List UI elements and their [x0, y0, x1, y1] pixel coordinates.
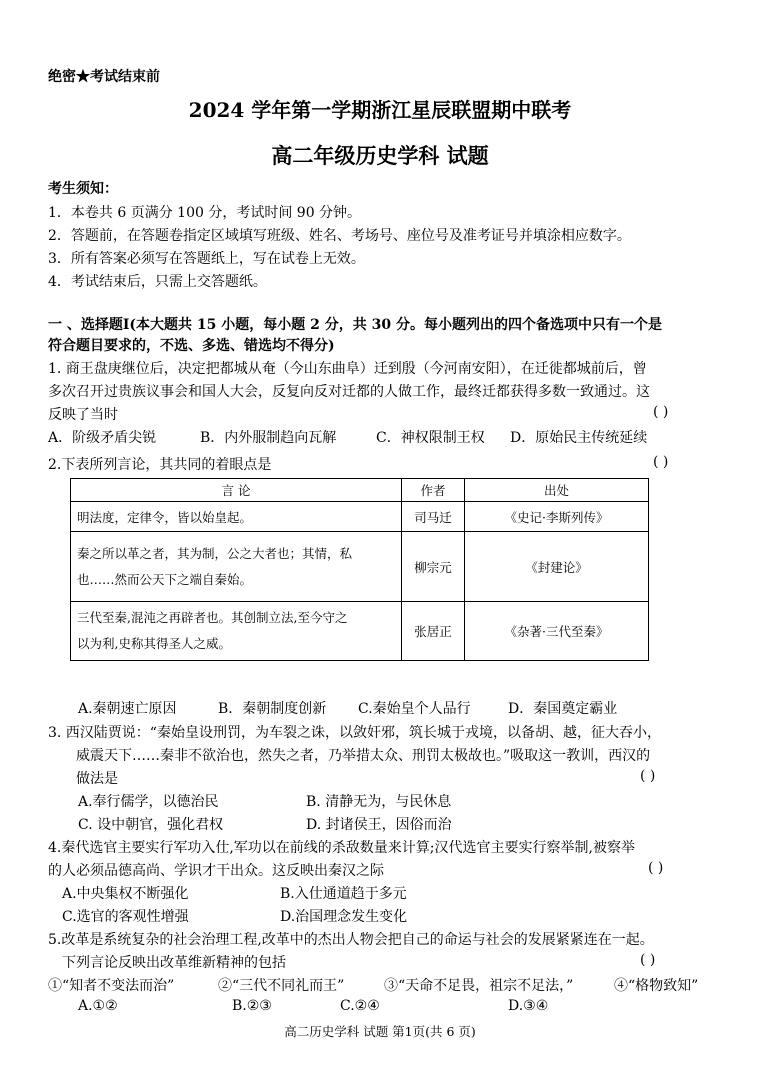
table-header-row	[71, 479, 649, 502]
speech-text: 三代至秦,混沌之再辟者也。其创制立法,至今守之	[77, 610, 348, 625]
notice-item: 1．本卷共 6 页满分 100 分，考试时间 90 分钟。	[48, 205, 362, 221]
q4-option-d: D.治国理念发生变化	[280, 909, 408, 925]
q4-option-c: C.选官的客观性增强	[62, 909, 189, 925]
exam-subtitle: 高二年级历史学科 试题	[271, 143, 489, 168]
q5-option-b: B.②③	[232, 998, 272, 1014]
q5-stem-line1: 5.改革是系统复杂的社会治理工程,改革中的杰出人物会把自己的命运与社会的发展紧紧连在一起。	[48, 932, 654, 948]
q5-answer-bracket: ( )	[640, 952, 656, 968]
q3-option-c: C. 设中朝官，强化君权	[78, 817, 224, 833]
q5-option-a: A.①②	[78, 998, 118, 1014]
q5-statement-1: ①“知者不变法而治”	[48, 978, 175, 994]
q4-stem-line2: 的人必须品德高尚、学识才干出众。这反映出秦汉之际	[48, 863, 384, 879]
table-cell-speech	[71, 502, 402, 532]
notice-item: 2．答题前，在答题卷指定区域填写班级、姓名、考场号、座位号及准考证号并填涂相应数字。	[48, 228, 631, 244]
q3-stem-line3: 做法是	[76, 771, 118, 787]
q3-stem-line2: 威震天下……秦非不欲治也，然失之者，乃举措太众、刑罚太极故也。”吸取这一教训，西汉的	[76, 748, 651, 764]
table-cell-source: 《杂著·三代至秦》	[465, 602, 649, 661]
q1-option-a: A．阶级矛盾尖锐	[48, 430, 157, 446]
q2-option-a: A.秦朝速亡原因	[78, 701, 177, 717]
q5-statement-2: ②“三代不同礼而王”	[218, 978, 345, 994]
table-cell-source: 《封建论》	[465, 532, 649, 602]
speech-text: 也……然而公天下之端自秦始。	[77, 571, 253, 587]
table-header-speech: 言 论	[71, 479, 402, 502]
table-row	[71, 602, 649, 661]
notice-item: 3．所有答案必须写在答题纸上，写在试卷上无效。	[48, 251, 365, 267]
secret-mark: 绝密★考试结束前	[48, 69, 160, 85]
q1-answer-bracket: ( )	[653, 404, 669, 420]
q5-statement-4: ④“格物致知”	[614, 978, 699, 994]
table-row	[71, 502, 649, 532]
q2-answer-bracket: ( )	[653, 454, 669, 470]
table-cell-author: 司马迁	[402, 502, 465, 532]
q5-stem-line2: 下列言论反映出改革维新精神的包括	[62, 955, 286, 971]
q3-option-d: D. 封诸侯王，因俗而治	[306, 817, 452, 833]
q1-stem-line3: 反映了当时	[48, 407, 118, 423]
q3-stem-line1: 3. 西汉陆贾说：“秦始皇设刑罚，为车裂之诛，以敛奸邪，筑长城于戎境，以备胡、越，征大吞小，	[48, 725, 661, 741]
q2-option-d: D．秦国奠定霸业	[508, 701, 618, 717]
q1-option-d: D．原始民主传统延续	[510, 430, 648, 446]
section-heading-line1: 一 、选择题Ⅰ(本大题共 15 小题，每小题 2 分，共 30 分。每小题列出的四个备选项中只有一个是	[48, 317, 662, 333]
table-header-source: 出处	[465, 479, 649, 502]
q5-option-c: C.②④	[340, 998, 380, 1014]
exam-title: 2024 学年第一学期浙江星辰联盟期中联考	[188, 98, 572, 122]
table-cell-author: 柳宗元	[402, 532, 465, 602]
q5-statement-3: ③“天命不足畏，祖宗不足法，”	[384, 978, 574, 994]
page-footer: 高二历史学科 试题 第1页(共 6 页)	[284, 1024, 476, 1039]
notice-item: 4．考试结束后，只需上交答题纸。	[48, 274, 267, 290]
section-heading-line2: 符合题目要求的，不选、多选、错选均不得分)	[48, 338, 335, 354]
table-cell-source: 《史记·李斯列传》	[465, 502, 649, 532]
q4-stem-line1: 4.秦代选官主要实行军功入仕,军功以在前线的杀敌数量来计算;汉代选官主要实行察举制,被察举	[48, 840, 635, 856]
q2-option-b: B．秦朝制度创新	[218, 701, 327, 717]
q2-option-c: C.秦始皇个人品行	[358, 701, 471, 717]
q3-option-a: A.奉行儒学，以德治民	[78, 794, 219, 810]
speech-text: 明法度，定律令，皆以始皇起。	[77, 509, 253, 525]
q3-option-b: B. 清静无为，与民休息	[306, 794, 452, 810]
q2-stem: 2.下表所列言论，其共同的着眼点是	[48, 457, 272, 473]
table-cell-speech	[71, 532, 402, 602]
speech-text: 秦之所以革之者，其为制，公之大者也；其情，私	[77, 545, 353, 561]
q4-answer-bracket: ( )	[648, 860, 664, 876]
q1-stem-line1: 1. 商王盘庚继位后，决定把都城从奄（今山东曲阜）迁到殷（今河南安阳），在迁徙都城前后，曾	[48, 361, 647, 377]
table-row	[71, 532, 649, 602]
table-header-author: 作者	[402, 479, 465, 502]
q2-table	[70, 478, 649, 661]
q4-option-a: A.中央集权不断强化	[62, 886, 189, 902]
q4-option-b: B.入仕通道趋于多元	[280, 886, 407, 902]
q1-option-b: B．内外服制趋向瓦解	[200, 430, 337, 446]
q1-stem-line2: 多次召开过贵族议事会和国人大会，反复向反对迁都的人做工作，最终迁都获得多数一致通过。这	[48, 384, 650, 400]
table-cell-speech	[71, 602, 402, 661]
q5-option-d: D.③④	[508, 998, 549, 1014]
q1-option-c: C．神权限制王权	[376, 430, 485, 446]
table-cell-author: 张居正	[402, 602, 465, 661]
q3-answer-bracket: ( )	[640, 768, 656, 784]
speech-text: 以为利,史称其得圣人之威。	[77, 636, 231, 651]
notice-heading: 考生须知：	[48, 181, 118, 197]
